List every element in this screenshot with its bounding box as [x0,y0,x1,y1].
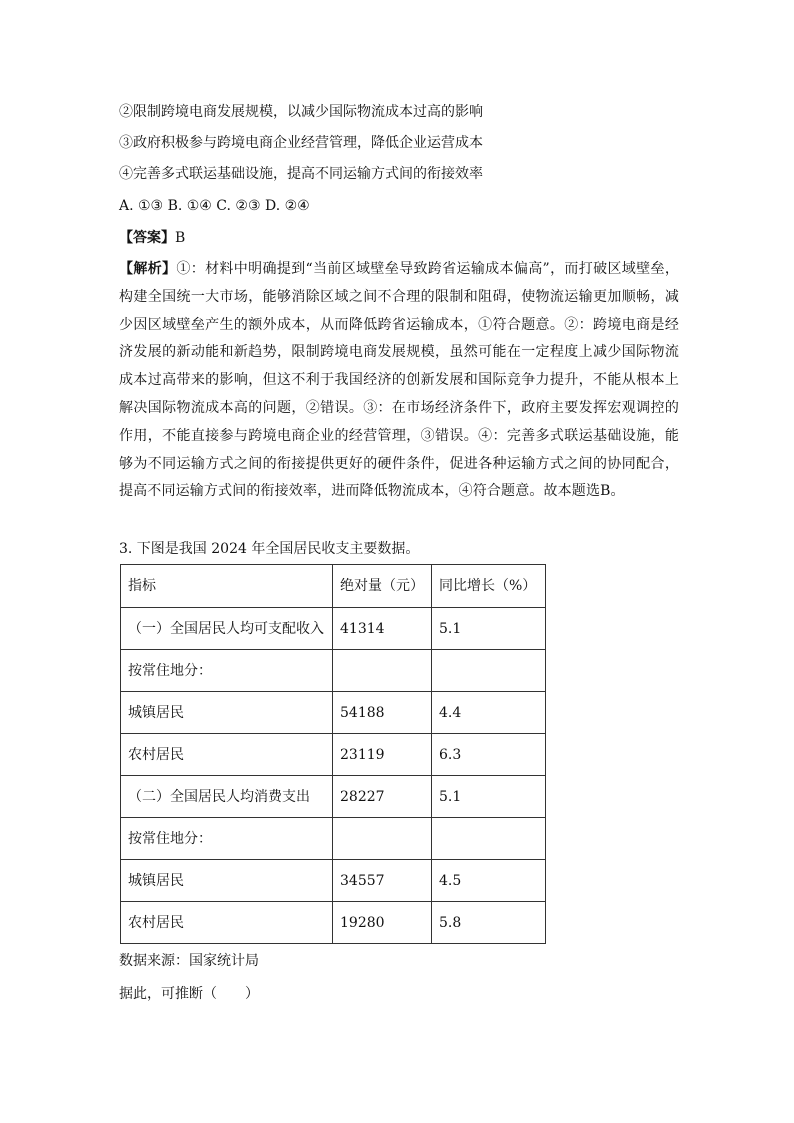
table-header-cell: 绝对量（元） [333,565,432,608]
table-cell: 6.3 [432,734,546,776]
table-cell: 54188 [333,692,432,734]
table-cell [333,818,432,860]
table-cell: 4.4 [432,692,546,734]
table-cell: （二）全国居民人均消费支出 [121,776,333,818]
table-cell: 城镇居民 [121,692,333,734]
answer-choices: A. ①③ B. ①④ C. ②③ D. ②④ [119,198,310,214]
table-cell: 28227 [333,776,432,818]
table-cell: 按常住地分： [121,650,333,692]
table-cell: 41314 [333,608,432,650]
table-cell: 34557 [333,860,432,902]
data-source: 数据来源：国家统计局 [119,953,259,969]
table-row [121,860,546,902]
table-header-cell: 指标 [121,565,333,608]
income-expenditure-table [120,564,546,944]
analysis-text: ①：材料中明确提到“当前区域壁垒导致跨省运输成本偏高”，而打破区域壁垒，构建全国统一大市场，能够消除区域之间不合理的限制和阻碍，使物流运输更加顺畅，减少因区域壁垒产生的额外成本，从而降低跨省运输成本，①符合题意。②：跨境电商是经济发展的新动能和新趋势，限制跨境电商发展规模，虽然可能在一定程度上减少国际物流成本过高带来的影响，但这不利于我国经济的创新发展和国际竞争力提升，不能从根本上解决国际物流成本高的问题，②错误。③：在市场经济条件下，政府主要发挥宏观调控的作用，不能直接参与跨境电商企业的经营管理，③错误。④：完善多式联运基础设施，能够为不同运输方式之间的衔接提供更好的硬件条件，促进各种运输方式之间的协同配合，提高不同运输方式间的衔接效率，进而降低物流成本，④符合题意。故本题选B。 [119,261,679,500]
table-row [121,902,546,944]
option-2: ②限制跨境电商发展规模，以减少国际物流成本过高的影响 [119,104,483,120]
table-row [121,650,546,692]
table-row [121,734,546,776]
table-cell: 19280 [333,902,432,944]
option-3: ③政府积极参与跨境电商企业经营管理，降低企业运营成本 [119,135,483,151]
table-cell: 4.5 [432,860,546,902]
table-cell: 城镇居民 [121,860,333,902]
table-header-row [121,565,546,608]
answer-value: B [175,230,186,246]
answer [119,228,185,248]
table-cell: 23119 [333,734,432,776]
table-row [121,776,546,818]
question-prompt: 据此，可推断（ ） [119,986,259,1002]
table-cell [432,818,546,860]
table-header-cell: 同比增长（%） [432,565,546,608]
table-cell: 按常住地分： [121,818,333,860]
table-cell: 5.1 [432,776,546,818]
table-cell: 农村居民 [121,734,333,776]
table-cell [333,650,432,692]
table-cell [432,650,546,692]
table-row [121,608,546,650]
table-row [121,818,546,860]
analysis-label: 【解析】 [119,261,177,277]
option-4: ④完善多式联运基础设施，提高不同运输方式间的衔接效率 [119,166,483,182]
table-row [121,692,546,734]
table-cell: 5.1 [432,608,546,650]
analysis [119,256,679,506]
table-cell: 农村居民 [121,902,333,944]
table-cell: （一）全国居民人均可支配收入 [121,608,333,650]
answer-label: 【答案】 [119,230,175,246]
question-stem: 3. 下图是我国 2024 年全国居民收支主要数据。 [119,541,420,557]
table-cell: 5.8 [432,902,546,944]
